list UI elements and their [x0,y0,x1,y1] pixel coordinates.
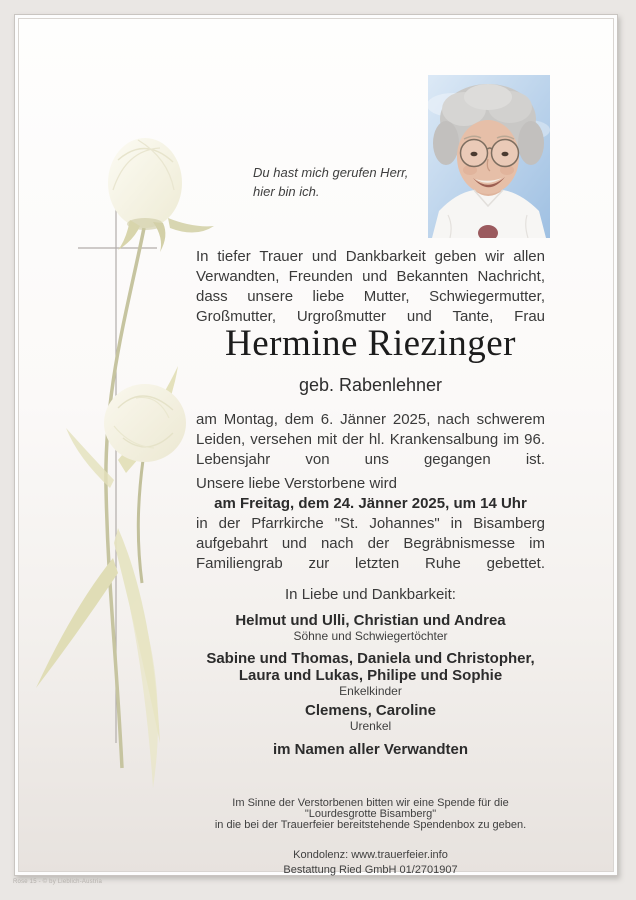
funeral-datetime: am Freitag, dem 24. Jänner 2025, um 14 Uhr [214,495,527,512]
mourners-heading: In Liebe und Dankbarkeit: [285,586,456,603]
rose-stems [106,228,144,768]
mourner-names: Helmut und Ulli, Christian und Andrea [235,612,506,629]
rose-bloom-lower-icon [104,384,186,462]
portrait-photo [428,75,550,238]
mourner-names: Laura und Lukas, Philipe und Sophie [238,667,503,684]
funeral-home-line: Bestattung Ried GmbH 01/2701907 [283,864,458,876]
mourner-group-grandchildren [196,650,545,698]
mourner-names: Sabine und Thomas, Daniela und Christopher, [206,650,535,667]
mourner-relation: Enkelkinder [339,684,402,698]
mourner-relation: Urenkel [349,719,392,733]
donation-line: in die bei der Trauerfeier bereitstehende Spendenbox zu geben. [214,819,527,831]
funeral-details: in der Pfarrkirche "St. Johannes" in Bisamberg aufgebahrt und nach der Begräbnismesse im Familiengrab zur letzten Ruhe gebettet. [196,515,545,572]
memorial-quote [253,163,408,201]
mourner-relation: Söhne und Schwiegertöchter [293,629,448,643]
funeral-lead: Unsere liebe Verstorbene wird [196,475,397,492]
donation-note [196,798,545,831]
mourner-group-great-grandchildren [196,702,545,733]
condolence-line: Kondolenz: www.trauerfeier.info [293,849,448,861]
quote-line: Du hast mich gerufen Herr, [253,165,409,180]
intro-text: In tiefer Trauer und Dankbarkeit geben wir allen Verwandten, Freunden und Bekannten Nachricht, dass unsere liebe Mutter, Schwiegermutter, Großmutter, Urgroßmutter und Tante, Frau [196,248,545,325]
closing-line: im Namen aller Verwandten [272,741,469,758]
death-details: am Montag, dem 6. Jänner 2025, nach schwerem Leiden, versehen mit der hl. Krankensalbung im 96. Lebensjahr von uns gegangen ist. [196,411,545,468]
quote-line: hier bin ich. [253,184,320,199]
mourner-names: Clemens, Caroline [305,702,436,719]
watermark-text: Rose 15 - © by Lieblich-Austria [13,879,102,885]
mourner-group-sons [196,612,545,643]
maiden-name: geb. Rabenlehner [298,375,443,395]
deceased-name: Hermine Riezinger [224,323,517,364]
donation-line: Im Sinne der Verstorbenen bitten wir eine Spende für die "Lourdesgrotte Bisamberg" [232,797,509,820]
rose-bud-top-icon [108,138,214,252]
